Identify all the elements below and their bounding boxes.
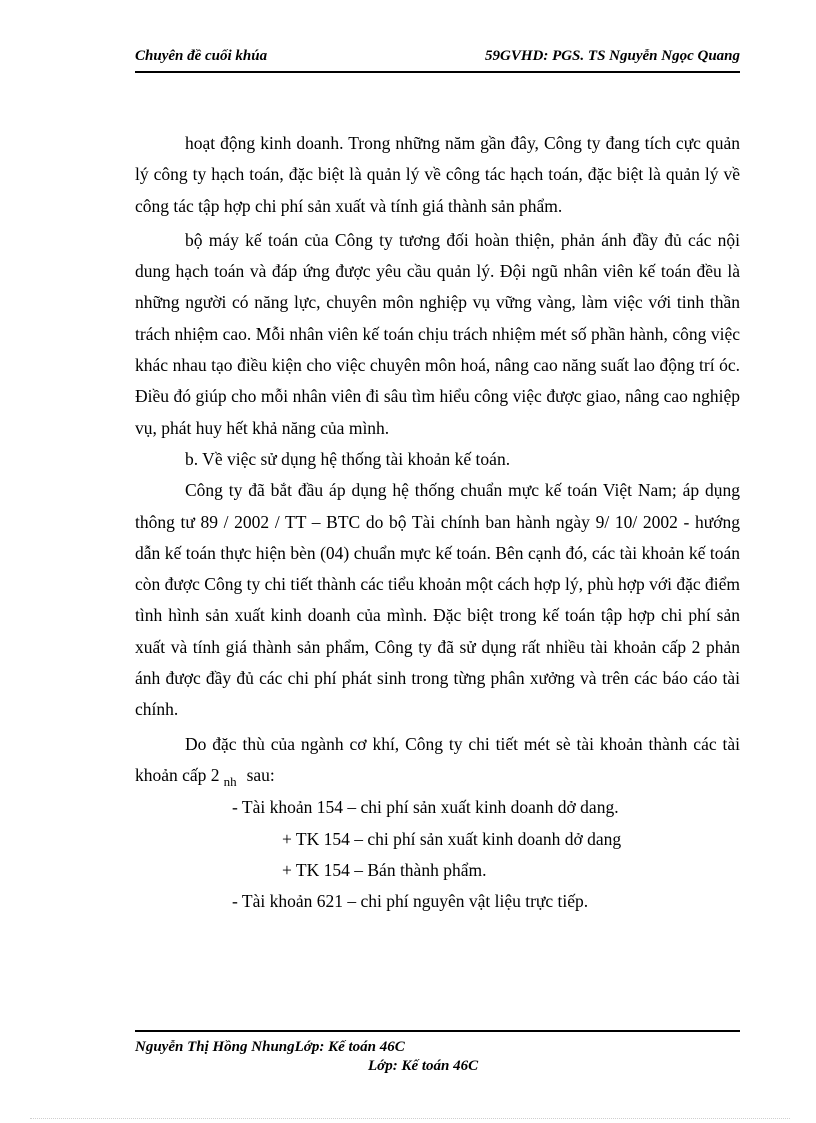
page-edge-divider <box>30 1118 790 1119</box>
header-left-title: Chuyên đề cuối khúa <box>135 48 268 64</box>
footer-class: Lớp: Kế toán 46C <box>368 1058 479 1074</box>
header-right-advisor: 59GVHD: PGS. TS Nguyễn Ngọc Quang <box>484 48 740 64</box>
paragraph-4: Công ty đã bắt đầu áp dụng hệ thống chuẩn mực kế toán Việt Nam; áp dụng thông tư 89 / 2002 / TT – BTC do bộ Tài chính ban hành ngày 9/ 10/ 2002 - hướng dẫn kế toán thực hiện bèn (04) chuẩn mực kế toán. Bên cạnh đó, các tài khoản kế toán còn được Công ty chi tiết thành các tiểu khoản một cách hợp lý, phù hợp với đặc điểm tình hình sản xuất kinh doanh của mình. Đặc biệt trong kế toán tập hợp chi phí sản xuất và tính giá thành sản phẩm, Công ty đã sử dụng rất nhiều tài khoản cấp 2 phản ánh được đầy đủ các chi phí phát sinh trong từng phân xưởng và trên các báo cáo tài chính. <box>135 480 740 720</box>
paragraph-5-tail: sau: <box>246 764 275 785</box>
document-body <box>135 128 740 917</box>
paragraph-2: bộ máy kế toán của Công ty tương đối hoàn thiện, phản ánh đầy đủ các nội dung hạch toán và đáp ứng được yêu cầu quản lý. Đội ngũ nhân viên kế toán đều là những người có năng lực, chuyên môn nghiệp vụ vững vàng, làm việc với tinh thần trách nhiệm cao. Mỗi nhân viên kế toán chịu trách nhiệm mét số phần hành, công việc khác nhau tạo điều kiện cho việc chuyên môn hoá, nâng cao năng suất lao động trí óc. Điều đó giúp cho mỗi nhân viên đi sâu tìm hiểu công việc được giao, nâng cao nghiệp vụ, phát huy hết khả năng của mình. <box>135 229 740 438</box>
paragraph-5-subscript: nh <box>223 773 237 789</box>
list-item: + TK 154 – Bán thành phẩm. <box>282 859 487 880</box>
list-item: + TK 154 – chi phí sản xuất kinh doanh dở dang <box>282 828 622 849</box>
footer-rule <box>135 1030 740 1032</box>
page-footer <box>135 1038 478 1076</box>
footer-author: Nguyễn Thị Hồng NhungLớp: Kế toán 46C <box>135 1039 405 1055</box>
paragraph-1: hoạt động kinh doanh. Trong những năm gần đây, Công ty đang tích cực quản lý công ty hạch toán, đặc biệt là quản lý về công tác hạch toán, đặc biệt là quản lý về công tác tập hợp chi phí sản xuất và tính giá thành sản phẩm. <box>135 133 740 216</box>
page-header <box>135 48 740 70</box>
paragraph-5 <box>135 729 740 793</box>
paragraph-5-text: Do đặc thù của ngành cơ khí, Công ty chi tiết mét sè tài khoản thành các tài khoản cấp 2 <box>135 733 740 785</box>
list-item: - Tài khoản 154 – chi phí sản xuất kinh doanh dở dang. <box>232 797 619 818</box>
list-item: - Tài khoản 621 – chi phí nguyên vật liệu trực tiếp. <box>232 891 589 912</box>
header-rule <box>135 71 740 73</box>
section-heading-b: b. Về việc sử dụng hệ thống tài khoản kế toán. <box>185 448 511 469</box>
